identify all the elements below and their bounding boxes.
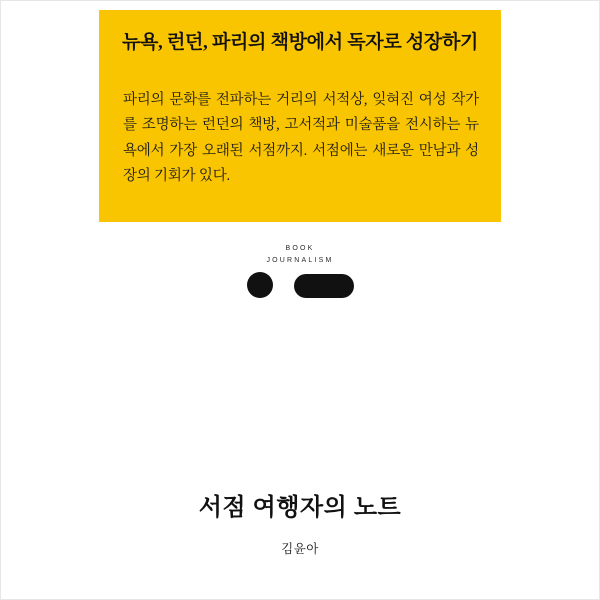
title-block xyxy=(0,494,600,557)
cover-blurb: 파리의 문화를 전파하는 거리의 서적상, 잊혀진 여성 작가를 조명하는 런던의 책방, 고서적과 미술품을 전시하는 뉴욕에서 가장 오래된 서점까지. 서점에는 새로운 만남과 성장의 기회가 있다. xyxy=(123,92,479,185)
book-title: 서점 여행자의 노트 xyxy=(198,495,402,521)
publisher-name-line2: JOURNALISM xyxy=(266,256,334,264)
publisher-mark xyxy=(0,243,600,266)
publisher-logo xyxy=(0,272,600,302)
publisher-name-line1: BOOK xyxy=(285,245,315,252)
logo-pill-icon xyxy=(294,274,354,298)
book-author: 김윤아 xyxy=(281,541,319,556)
logo-dot-icon xyxy=(247,272,273,298)
yellow-banner xyxy=(99,10,501,222)
cover-headline: 뉴욕, 런던, 파리의 책방에서 독자로 성장하기 xyxy=(121,32,479,53)
